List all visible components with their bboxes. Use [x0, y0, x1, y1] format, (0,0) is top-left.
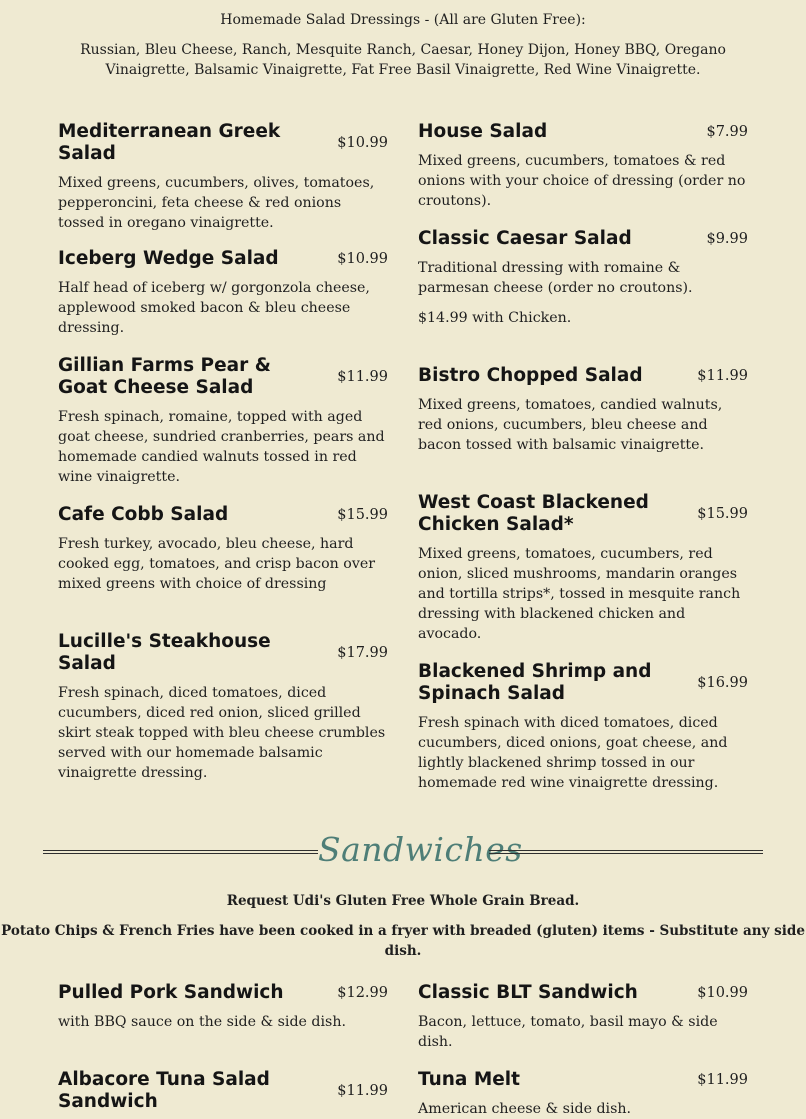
menu-item-gillian-farms-salad: [58, 355, 388, 487]
menu-item-west-coast-chicken-salad: [418, 492, 748, 644]
menu-item-cafe-cobb-salad: [58, 504, 388, 594]
item-name: Mediterranean Greek Salad: [58, 121, 281, 164]
menu-item-shrimp-spinach-salad: [418, 661, 748, 793]
menu-item-iceberg-wedge-salad: [58, 248, 388, 338]
item-name: Lucille's Steakhouse Salad: [58, 631, 271, 674]
menu-item-mediterranean-greek-salad: [58, 121, 388, 233]
item-price: $9.99: [706, 231, 748, 247]
item-description: Fresh spinach with diced tomatoes, diced cucumbers, diced onions, goat cheese, and lightly blackened shrimp tossed in our homemade red wine vinaigrette dressing.: [418, 715, 728, 791]
item-price: $17.99: [337, 645, 388, 661]
item-name: Classic Caesar Salad: [418, 228, 632, 249]
item-description: Mixed greens, tomatoes, candied walnuts, red onions, cucumbers, bleu cheese and bacon tossed with balsamic vinaigrette.: [418, 397, 723, 453]
item-description: Fresh spinach, romaine, topped with aged goat cheese, sundried cranberries, pears and homemade candied walnuts tossed in red wine vinaigrette.: [58, 409, 385, 485]
section-title-sandwiches: Sandwiches: [318, 830, 523, 869]
menu-item-steakhouse-salad: [58, 631, 388, 783]
item-price: $7.99: [706, 124, 748, 140]
item-name: Tuna Melt: [418, 1069, 520, 1090]
item-name: Classic BLT Sandwich: [418, 982, 638, 1003]
item-description: Traditional dressing with romaine & parmesan cheese (order no croutons).: [418, 260, 693, 296]
fryer-warning-note: Potato Chips & French Fries have been cooked in a fryer with breaded (gluten) items - Substitute any side dish.: [1, 923, 805, 959]
item-price: $11.99: [337, 1083, 388, 1099]
item-description: Mixed greens, cucumbers, olives, tomatoes, pepperoncini, feta cheese & red onions tossed in oregano vinaigrette.: [58, 175, 375, 231]
item-description: Mixed greens, cucumbers, tomatoes & red onions with your choice of dressing (order no croutons).: [418, 153, 746, 209]
item-price: $16.99: [697, 675, 748, 691]
item-name: Gillian Farms Pear & Goat Cheese Salad: [58, 355, 271, 398]
item-price: $11.99: [337, 369, 388, 385]
item-price: $11.99: [697, 1072, 748, 1088]
menu-item-tuna-melt: [418, 1069, 748, 1119]
item-name: House Salad: [418, 121, 548, 142]
item-price: $11.99: [697, 368, 748, 384]
item-description: American cheese & side dish.: [418, 1101, 632, 1117]
item-price: $10.99: [337, 135, 388, 151]
item-price: $10.99: [697, 985, 748, 1001]
dressings-title: Homemade Salad Dressings - (All are Gluten Free):: [220, 12, 586, 28]
menu-item-classic-caesar-salad: [418, 228, 748, 328]
item-name: Bistro Chopped Salad: [418, 365, 643, 386]
item-name: Cafe Cobb Salad: [58, 504, 229, 525]
item-description: Fresh spinach, diced tomatoes, diced cucumbers, diced red onion, sliced grilled skirt steak topped with bleu cheese crumbles served with our homemade balsamic vinaigrette dressing.: [58, 685, 386, 781]
section-divider-right: [489, 850, 763, 854]
item-name: Iceberg Wedge Salad: [58, 248, 279, 269]
menu-item-pulled-pork-sandwich: [58, 982, 388, 1032]
item-description: Half head of iceberg w/ gorgonzola cheese, applewood smoked bacon & bleu cheese dressing.: [58, 280, 370, 336]
menu-item-classic-blt-sandwich: [418, 982, 748, 1052]
item-description: Fresh turkey, avocado, bleu cheese, hard cooked egg, tomatoes, and crisp bacon over mixed greens with choice of dressing: [58, 536, 376, 592]
item-name: Albacore Tuna Salad Sandwich: [58, 1069, 270, 1112]
item-name: Blackened Shrimp and Spinach Salad: [418, 661, 652, 704]
item-name: West Coast Blackened Chicken Salad*: [418, 492, 649, 535]
section-divider-left: [43, 850, 318, 854]
menu-item-house-salad: [418, 121, 748, 211]
gluten-free-bread-note: Request Udi's Gluten Free Whole Grain Bread.: [226, 893, 580, 909]
item-price: $10.99: [337, 251, 388, 267]
item-name: Pulled Pork Sandwich: [58, 982, 284, 1003]
item-extra-option: $14.99 with Chicken.: [418, 310, 572, 326]
menu-item-albacore-tuna-sandwich: [58, 1069, 388, 1113]
item-price: $12.99: [337, 985, 388, 1001]
item-price: $15.99: [337, 507, 388, 523]
menu-item-bistro-chopped-salad: [418, 365, 748, 455]
dressings-list: Russian, Bleu Cheese, Ranch, Mesquite Ranch, Caesar, Honey Dijon, Honey BBQ, Oregano Vinaigrette, Balsamic Vinaigrette, Fat Free Basil Vinaigrette, Red Wine Vinaigrette.: [80, 42, 726, 78]
item-price: $15.99: [697, 506, 748, 522]
item-description: Mixed greens, tomatoes, cucumbers, red onion, sliced mushrooms, mandarin oranges and tortilla strips*, tossed in mesquite ranch dressing with blackened chicken and avocado.: [418, 546, 741, 642]
item-description: Bacon, lettuce, tomato, basil mayo & side dish.: [418, 1014, 718, 1050]
item-description: with BBQ sauce on the side & side dish.: [58, 1014, 346, 1030]
